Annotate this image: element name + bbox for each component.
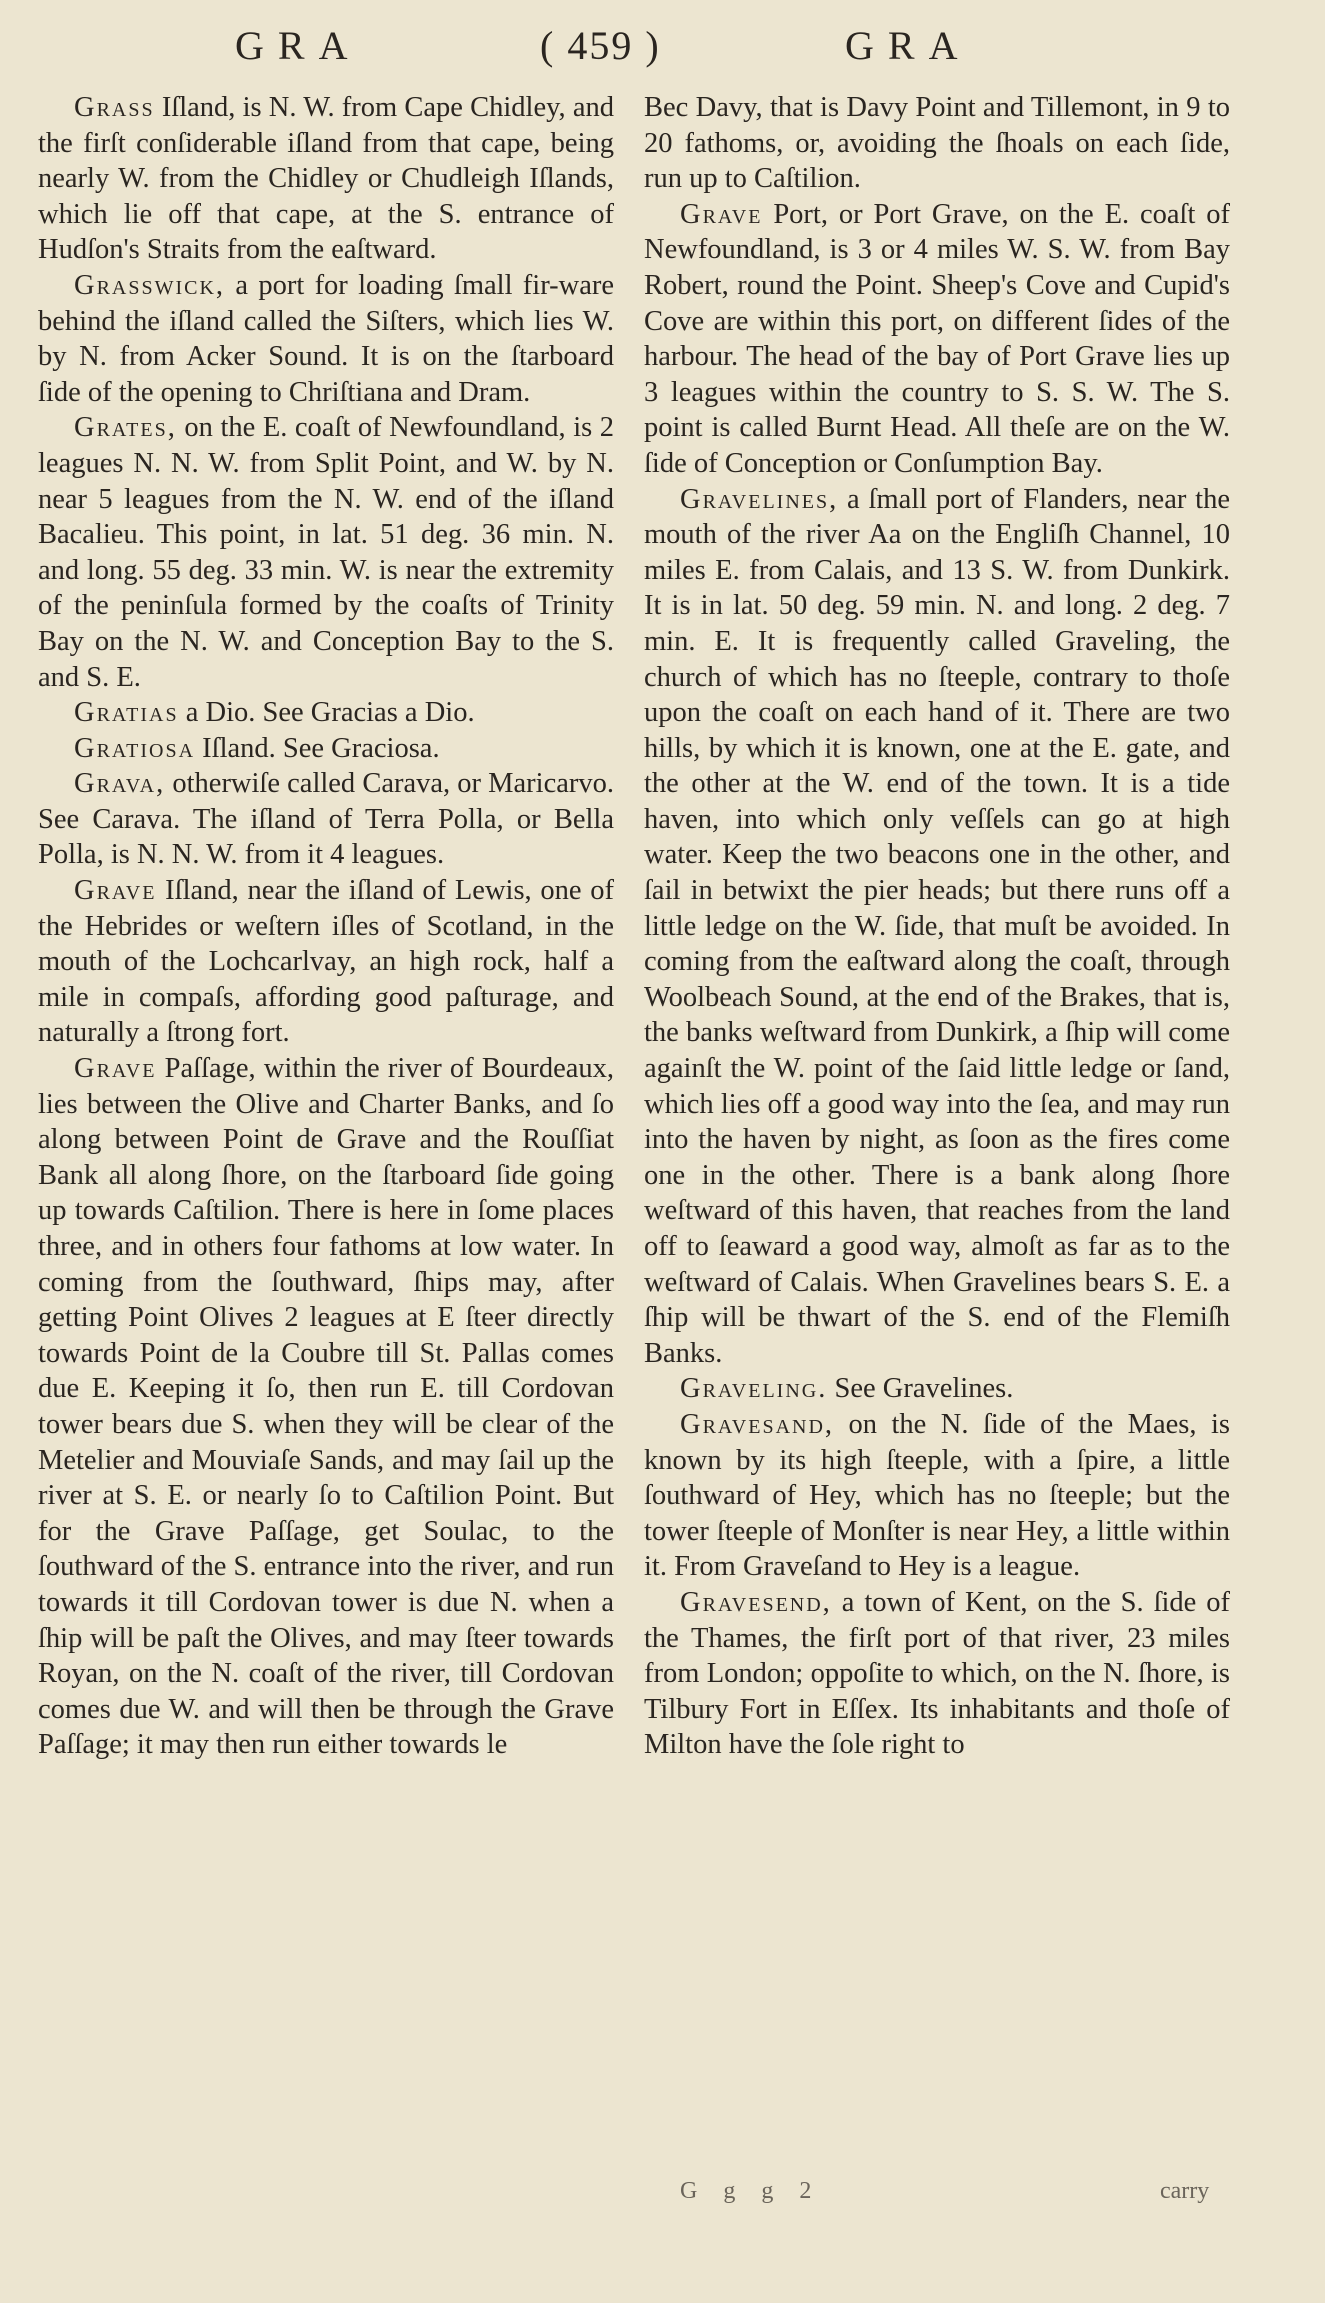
page-footer	[0, 2178, 1325, 2218]
entry-headword: Grasswick,	[74, 269, 226, 301]
entry-headword: Gravesand,	[680, 1408, 835, 1440]
catchword: carry	[1160, 2178, 1210, 2204]
entry-grava	[38, 766, 614, 873]
entry-headword: Gravelines,	[680, 483, 839, 515]
entry-graveling	[644, 1371, 1230, 1407]
entry-grasswick	[38, 268, 614, 410]
entry-grates	[38, 410, 614, 695]
entry-headword: Graveling.	[680, 1373, 828, 1405]
entry-grave-passage-continued	[644, 90, 1230, 197]
entry-text: a Dio. See Gracias a Dio.	[178, 697, 475, 729]
running-header	[0, 22, 1325, 72]
entry-headword: Grates,	[74, 412, 177, 444]
entry-headword: Grave	[680, 198, 763, 230]
entry-text: See Gravelines.	[827, 1373, 1014, 1405]
entry-headword: Grava,	[74, 768, 166, 800]
right-column	[644, 90, 1230, 1763]
entry-gravelines	[644, 482, 1230, 1372]
left-column	[38, 90, 614, 1763]
entry-text: Port, or Port Grave, on the E. coaſt of Newfoundland, is 3 or 4 miles W. S. W. from Bay Robert, round the Point. Sheep's Cove and Cupid's Cove are within this port, on different ſides of the harbour. The head of the bay of Port Grave lies up 3 leagues within the country to S. S. W. The S. point is called Burnt Head. All theſe are on the W. ſide of Conception or Conſumption Bay.	[644, 198, 1230, 479]
entry-grave-port	[644, 197, 1230, 482]
entry-text: on the E. coaſt of Newfoundland, is 2 leagues N. N. W. from Split Point, and W. by N. near 5 leagues from the N. W. end of the iſland Bacalieu. This point, in lat. 51 deg. 36 min. N. and long. 55 deg. 33 min. W. is near the extremity of the peninſula formed by the coaſts of Trinity Bay on the N. W. and Conception Bay to the S. and S. E.	[38, 412, 614, 693]
entry-grave-island	[38, 873, 614, 1051]
entry-text: on the N. ſide of the Maes, is known by its high ſteeple, with a ſpire, a little ſouthward of Hey, which has no ſteeple; but the tower ſteeple of Monſter is near Hey, a little within it. From Graveſand to Hey is a league.	[644, 1408, 1230, 1583]
signature-mark: G g g 2	[680, 2178, 822, 2204]
entry-gratiosa-island	[38, 731, 614, 767]
entry-headword: Grave	[74, 1053, 157, 1085]
page-number: ( 459 )	[540, 23, 661, 68]
entry-headword: Gravesend,	[680, 1586, 832, 1618]
entry-headword: Grave	[74, 875, 157, 907]
entry-headword: Gratiosa	[74, 732, 196, 764]
header-right-headword: GRA	[845, 23, 972, 68]
entry-headword: Grass	[74, 92, 155, 123]
entry-gratias-a-dio	[38, 695, 614, 731]
entry-text: a port for loading ſmall fir-ware behind the iſland called the Siſters, which lies W. by N. from Acker Sound. It is on the ſtarboard ſide of the opening to Chriſtiana and Dram.	[38, 269, 614, 408]
entry-gravesend	[644, 1585, 1230, 1763]
entry-text: Paſſage, within the river of Bourdeaux, lies between the Olive and Charter Banks, and ſo along between Point de Grave and the Rouſſiat Bank all along ſhore, on the ſtarboard ſide going up towards Caſtilion. There is here in ſome places three, and in others four fathoms at low water. In coming from the ſouthward, ſhips may, after getting Point Olives 2 leagues at E ſteer directly towards Point de la Coubre till St. Pallas comes due E. Keeping it ſo, then run E. till Cordovan tower bears due S. when they will be clear of the Metelier and Mouviaſe Sands, and may ſail up the river at S. E. or nearly ſo to Caſtilion Point. But for the Grave Paſſage, get Soulac, to the ſouthward of the S. entrance into the river, and run towards it till Cordovan tower is due N. when a ſhip will be paſt the Olives, and may ſteer towards Royan, on the N. coaſt of the river, till Cordovan comes due W. and will then be through the Grave Paſſage; it may then run either towards le	[38, 1053, 614, 1761]
entry-text: Iſland, near the iſland of Lewis, one of the Hebrides or weſtern iſles of Scotland, in the mouth of the Lochcarlvay, an high rock, half a mile in compaſs, affording good paſturage, and naturally a ſtrong fort.	[38, 875, 614, 1049]
entry-grass-island	[38, 90, 614, 268]
entry-headword: Gratias	[74, 697, 179, 729]
entry-text: Bec Davy, that is Davy Point and Tillemont, in 9 to 20 fathoms, or, avoiding the ſhoals on each ſide, run up to Caſtilion.	[644, 92, 1230, 195]
header-left-headword: GRA	[235, 23, 362, 68]
entry-text: Iſland, is N. W. from Cape Chidley, and the firſt conſiderable iſland from that cape, being nearly W. from the Chidley or Chudleigh Iſlands, which lie off that cape, at the S. entrance of Hudſon's Straits from the eaſtward.	[38, 92, 614, 266]
entry-text: Iſland. See Graciosa.	[195, 732, 440, 764]
entry-text: a town of Kent, on the S. ſide of the Thames, the firſt port of that river, 23 miles from London; oppoſite to which, on the N. ſhore, is Tilbury Fort in Eſſex. Its inhabitants and thoſe of Milton have the ſole right to	[644, 1586, 1230, 1761]
entry-text: otherwiſe called Carava, or Maricarvo. See Carava. The iſland of Terra Polla, or Bella Polla, is N. N. W. from it 4 leagues.	[38, 768, 614, 871]
entry-text: a ſmall port of Flanders, near the mouth of the river Aa on the Engliſh Channel, 10 miles E. from Calais, and 13 S. W. from Dunkirk. It is in lat. 50 deg. 59 min. N. and long. 2 deg. 7 min. E. It is frequently called Graveling, the church of which has no ſteeple, contrary to thoſe upon the coaſt on each hand of it. There are two hills, by which it is known, one at the E. gate, and the other at the W. end of the town. It is a tide haven, into which only veſſels can go at high water. Keep the two beacons one in the other, and ſail in betwixt the pier heads; but there runs off a little ledge on the W. ſide, that muſt be avoided. In coming from the eaſtward along the coaſt, through Woolbeach Sound, at the end of the Brakes, that is, the banks weſtward from Dunkirk, a ſhip will come againſt the W. point of the ſaid little ledge or ſand, which lies off a good way into the ſea, and may run into the haven by night, as ſoon as the fires come one in the other. There is a bank along ſhore weſtward of this haven, that reaches from the land off to ſeaward a good way, almoſt as far as to the weſtward of Calais. When Gravelines bears S. E. a ſhip will be thwart of the S. end of the Flemiſh Banks.	[644, 483, 1230, 1369]
entry-grave-passage	[38, 1051, 614, 1763]
entry-gravesand	[644, 1407, 1230, 1585]
